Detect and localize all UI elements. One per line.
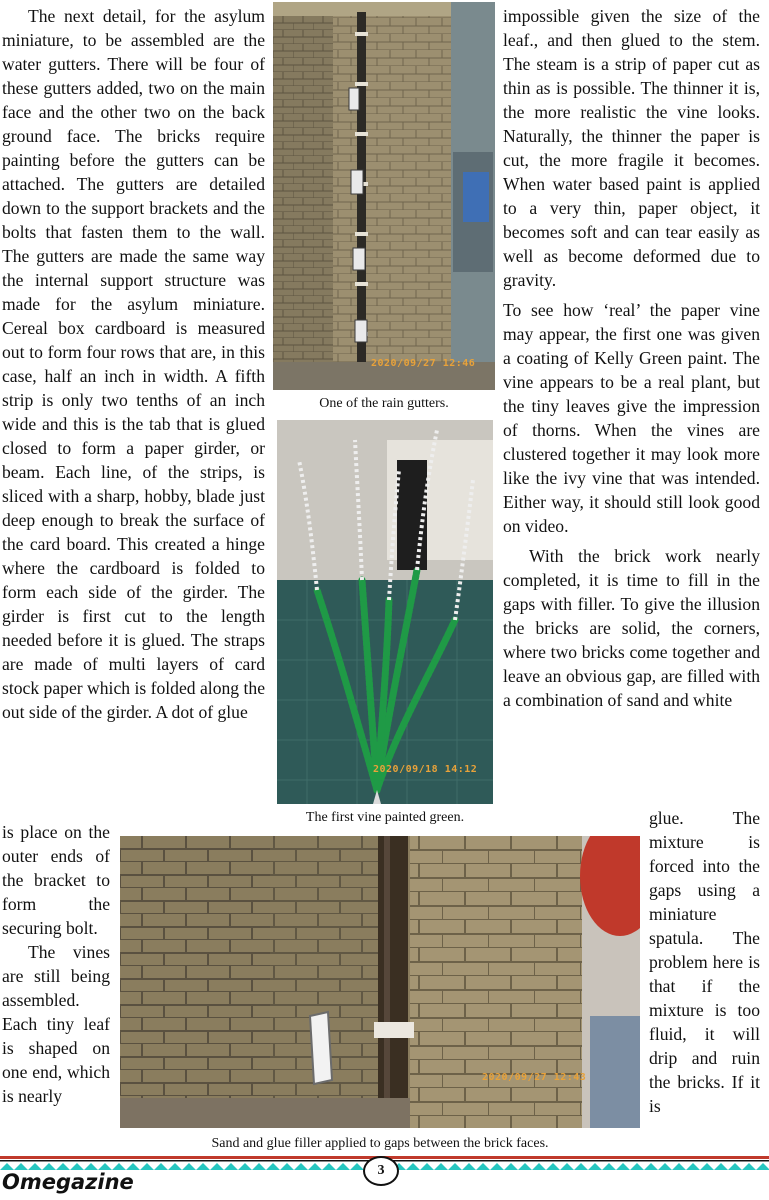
left-narrow-text (2, 820, 110, 1108)
paragraph-vines: The vines are still being assembled. Each tiny leaf is shaped on one end, which is nearly (2, 942, 110, 1106)
right-narrow-text (649, 806, 760, 1118)
paragraph-spatula: glue. The mixture is forced into the gaps using a miniature spatula. The problem here is that if the mixture is too fluid, it will drip and ruin the bricks. If it is (649, 808, 760, 1116)
right-column-text (503, 4, 760, 712)
paragraph-leaf: impossible given the size of the leaf., and then glued to the stem. The steam is a strip of paper cut as thin as is possible. The thinner it is, the more realistic the vine looks. Naturally, the thinner the paper is cut, the more fragile it becomes. When water based paint is applied to a very thin, paper object, it becomes soft and can tear easily as well as become deformed due to gravity. (503, 6, 760, 290)
photo-rain-gutter (273, 2, 495, 390)
paragraph-filler: With the brick work nearly completed, it is time to fill in the gaps with filler. To give the illusion the bricks are solid, the corners, where two bricks come together and leave an obvious gap, are filled with a combination of sand and white (503, 546, 760, 710)
photo-timestamp: 2020/09/27 12:43 (482, 1072, 587, 1083)
paragraph-gutters: The next detail, for the asylum miniature, to be assembled are the water gutters. There will be four of these gutters added, two on the main face and the other two on the back ground face. The bricks require painting before the gutters can be attached. The gutters are detailed down to the support brackets and the bolts that fasten them to the wall. The gutters are made the same way the internal support structure was made for the asylum miniature. Cereal box cardboard is measured out to form four rows that are, in this case, half an inch in width. A fifth strip is only two tenths of an inch wide and this is the tab that is glued closed to form a paper girder, or beam. Each line, of the strips, is sliced with a sharp, hobby, blade just deep enough to break the surface of the card board. This created a hinge where the cardboard is folded to form each side of the girder. The girder is first cut to the length needed before it is glued. The straps are made of multi layers of card stock paper which is folded along the out side of the girder. A dot of glue (2, 6, 265, 722)
caption-green-vine: The first vine painted green. (305, 810, 465, 825)
brick-filler-image (120, 836, 640, 1128)
rain-gutter-image (273, 2, 495, 390)
caption-rain-gutter: One of the rain gutters. (319, 396, 449, 411)
page-number: 3 (363, 1156, 399, 1186)
caption-brick-filler: Sand and glue filler applied to gaps between the brick faces. (211, 1136, 549, 1151)
photo-brick-filler (120, 836, 640, 1128)
photo-timestamp: 2020/09/27 12:46 (371, 358, 476, 369)
green-vine-image (277, 420, 493, 804)
paragraph-kelly-green: To see how ‘real’ the paper vine may appear, the first one was given a coating of Kelly Green paint. The vine appears to be a real plant, but the tiny leaves give the impression of thorns. When the vines are clustered together it may look more like the ivy vine that was intended. Either way, it should still look good on video. (503, 300, 760, 536)
photo-timestamp: 2020/09/18 14:12 (373, 764, 478, 775)
paragraph-bolt: is place on the outer ends of the bracket to form the securing bolt. (2, 822, 110, 938)
magazine-brand: Omegazine (2, 1170, 134, 1194)
photo-green-vine (277, 420, 493, 804)
left-column-text (2, 4, 265, 724)
